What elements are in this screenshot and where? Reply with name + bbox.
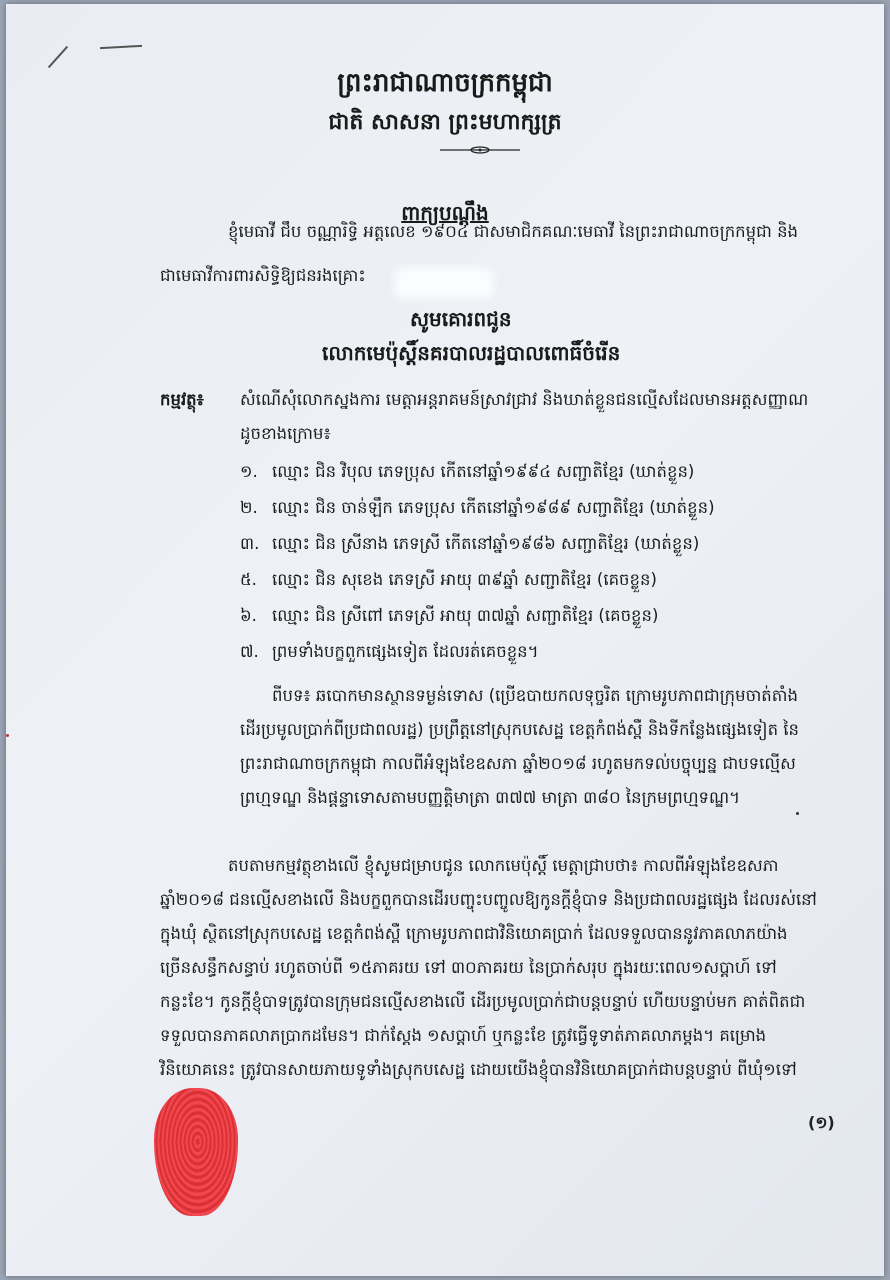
suspect-item: ឈ្មោះ ជិន ចាន់ឡឹក ភេទប្រុស កើតនៅឆ្នាំ១៩៨៩ សញ្ជាតិខ្មែរ (ឃាត់ខ្លួន) [272,498,715,517]
body-line: វិនិយោគនេះ ត្រូវបានសាយភាយទូទាំងស្រុកបសេដ្ឋ ដោយយើងខ្ញុំបានវិនិយោគប្រាក់ជាបន្តបន្ទាប់ ពីឃុំ១ទៅ [160,1060,797,1079]
header-kingdom: ព្រះរាជាណាចក្រកម្ពុជា [337,68,553,98]
document-page [6,4,884,1276]
suspect-num: ៧. [240,642,259,661]
body-line: ក្នុងឃុំ ស្ថិតនៅស្រុកបសេដ្ឋ ខេត្តកំពង់ស្ពឺ ក្រោមរូបភាពជាវិនិយោគប្រាក់ ដែលទទួលបាននូវភាគលាភយ៉ាង [160,924,788,943]
offense-line: ព្រហ្មទណ្ឌ និងផ្តន្ទាទោសតាមបញ្ញត្តិមាត្រា ៣៧៧ មាត្រា ៣៨០ នៃក្រមព្រហ្មទណ្ឌ។ [240,788,741,807]
intro-line-1: ខ្ញុំមេធាវី ជឹប ចណ្ណារិទ្ធិ អត្តលេខ ១៩០៤ ជាសមាជិកគណៈមេធាវី នៃព្រះរាជាណាចក្រកម្ពុជា និង [228,222,799,241]
offense-line: ដើរប្រមូលប្រាក់ពីប្រជាពលរដ្ឋ) ប្រព្រឹត្តនៅស្រុកបសេដ្ឋ ខេត្តកំពង់ស្ពឺ និងទីកន្លែងផ្សេងទៀត នៃ [240,720,799,739]
header-motto: ជាតិ សាសនា ព្រះមហាក្សត្រ [328,110,562,135]
suspect-item: ព្រមទាំងបក្ខពួកផ្សេងទៀត ដែលរត់គេចខ្លួន។ [272,642,539,661]
offense-line: ពីបទ៖ ឆបោកមានស្ថានទម្ងន់ទោស (ប្រើឧបាយកលទុច្ចរិត ក្រោមរូបភាពជាក្រុមចាត់តាំង [272,686,798,705]
body-line: ច្រើនសន្ធឹកសន្ធាប់ រហូតចាប់ពី ១៥ភាគរយ ទៅ ៣០ភាគរយ នៃប្រាក់សរុប ក្នុងរយៈពេល១សប្តាហ៍ ទៅ [160,958,777,977]
page-number: (១) [808,1113,835,1132]
ink-dot [6,734,9,737]
body-line: ឆ្នាំ២០១៨ ជនល្មើសខាងលើ និងបក្ខពួកបានដើរបញ្ចុះបញ្ចូលឱ្យកូនក្តីខ្ញុំបាទ និងប្រជាពលរដ្ឋផ្សេង ដែលរស់នៅ [160,890,817,909]
suspect-item: ឈ្មោះ ជិន ស្រីពៅ ភេទស្រី អាយុ ៣៧ឆ្នាំ សញ្ជាតិខ្មែរ (គេចខ្លួន) [272,606,659,625]
ink-dot [796,812,799,815]
subject-line-2: ដូចខាងក្រោម៖ [240,424,331,443]
intro-line-2: ជាមេធាវីការពារសិទ្ធិឱ្យជនរងគ្រោះ [160,266,366,285]
suspect-num: ៦. [240,606,257,625]
suspect-num: ៥. [240,570,257,589]
subject-line-1: សំណើសុំលោកស្នងការ មេត្តាអន្តរាគមន៍ស្រាវជ្រាវ និងឃាត់ខ្លួនជនល្មើសដែលមានអត្តសញ្ញាណ [240,390,809,409]
pen-mark [48,46,68,68]
body-line: ទទួលបានភាគលាភប្រាកដមែន។ ជាក់ស្តែង ១សប្តាហ៍ ឬកន្លះខែ ត្រូវធ្វើទូទាត់ភាគលាភម្តង។ គម្រោង [160,1026,767,1045]
suspect-item: ឈ្មោះ ជិន ស្រីនាង ភេទស្រី កើតនៅឆ្នាំ១៩៨៦ សញ្ជាតិខ្មែរ (ឃាត់ខ្លួន) [272,534,700,553]
suspect-num: ២. [240,498,258,517]
addressee-greeting: សូមគោរពជូន [410,307,512,331]
document-title: ពាក្យបណ្តឹង [401,201,489,225]
suspect-num: ១. [240,462,258,481]
body-line: កន្លះខែ។ កូនក្តីខ្ញុំបាទត្រូវបានក្រុមជនល្មើសខាងលើ ដើរប្រមូលប្រាក់ជាបន្តបន្ទាប់ ហើយបន្ទាប់មក គាត់ពិតជា [160,992,806,1011]
divider-ornament-icon [440,146,520,154]
suspect-item: ឈ្មោះ ជិន សុខេង ភេទស្រី អាយុ ៣៩ឆ្នាំ សញ្ជាតិខ្មែរ (គេចខ្លួន) [272,570,657,589]
thumbprint-icon [154,1088,238,1216]
suspect-item: ឈ្មោះ ជិន វិបុល ភេទប្រុស កើតនៅឆ្នាំ១៩៩៤ សញ្ជាតិខ្មែរ (ឃាត់ខ្លួន) [272,462,695,481]
suspect-num: ៣. [240,534,260,553]
offense-line: ព្រះរាជាណាចក្រកម្ពុជា កាលពីអំឡុងខែឧសភា ឆ្នាំ២០១៨ រហូតមកទល់បច្ចុប្បន្ន ជាបទល្មើស [240,754,796,773]
redaction-blur [395,268,493,298]
pen-mark [100,45,142,49]
addressee-name: លោកមេប៉ុស្តិ៍នគរបាលរដ្ឋបាលពោធិ៍ចំរើន [322,341,621,365]
subject-label: កម្មវត្ថុ៖ [160,390,204,409]
body-line: តបតាមកម្មវត្ថុខាងលើ ខ្ញុំសូមជម្រាបជូន លោកមេប៉ុស្តិ៍ មេត្តាជ្រាបថា៖ កាលពីអំឡុងខែឧសភា [228,856,779,875]
